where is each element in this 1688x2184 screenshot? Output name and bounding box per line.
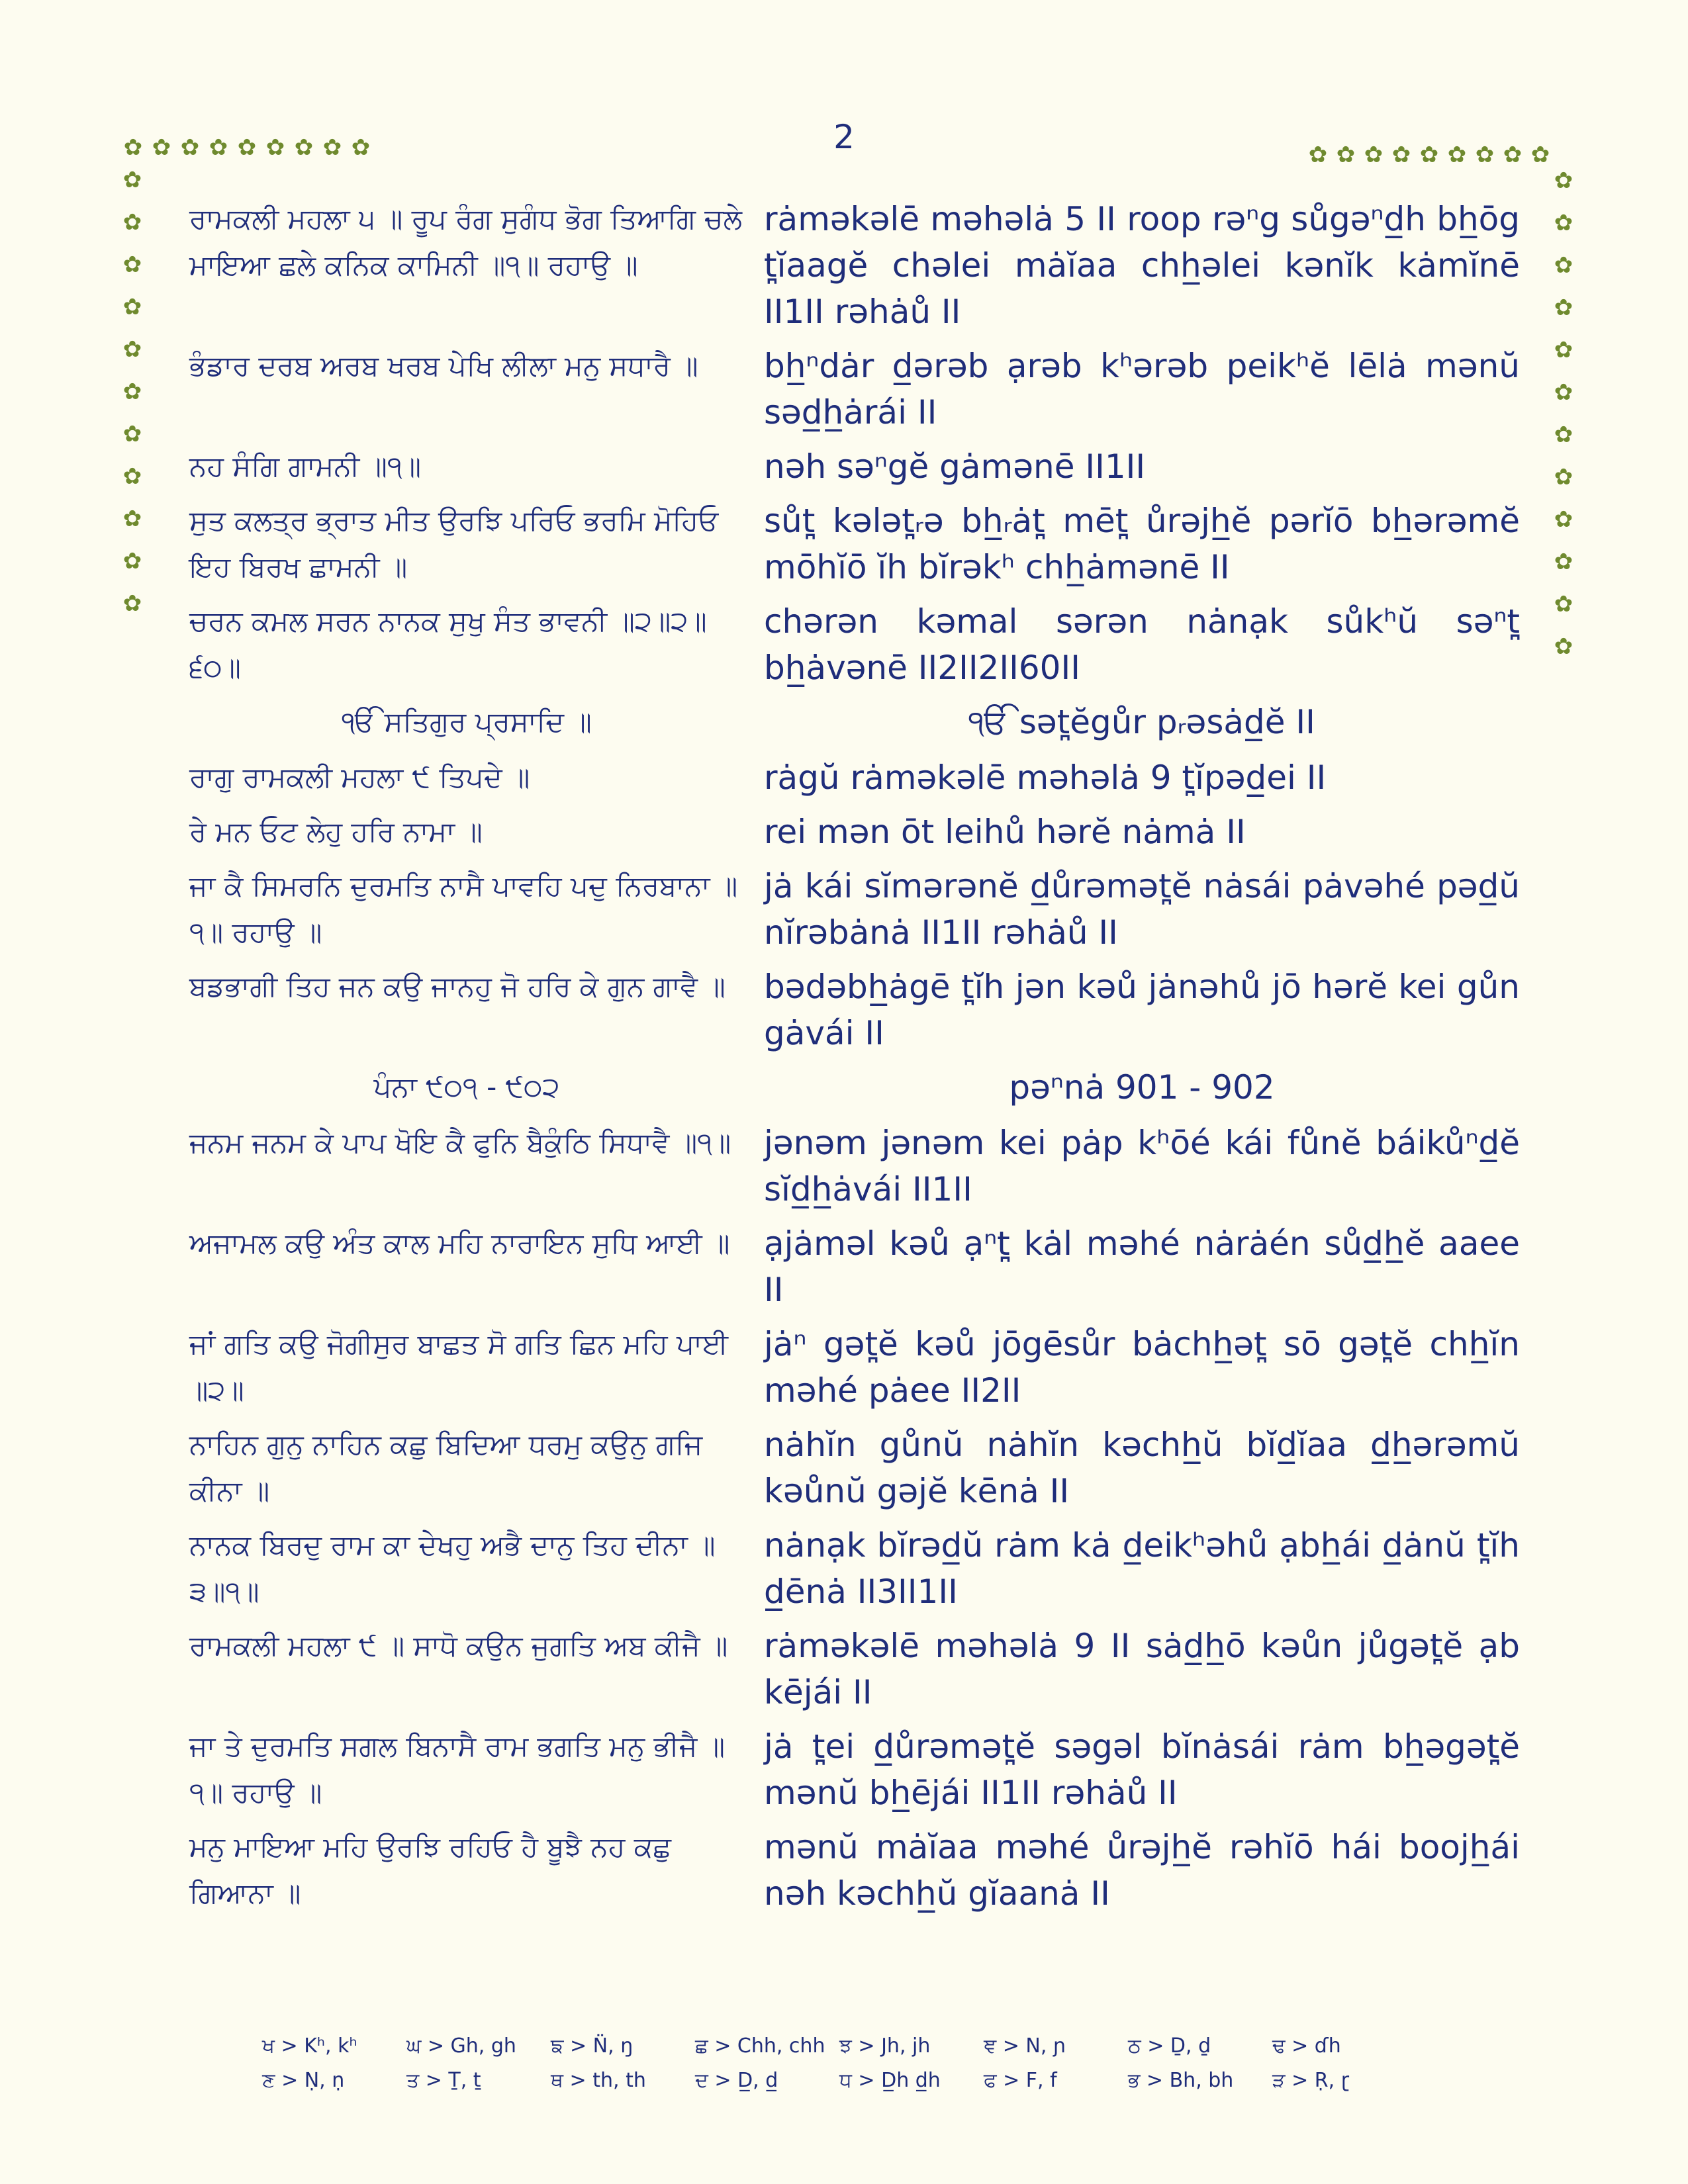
gurmukhi-text: ਜਾਂ ਗਤਿ ਕਉ ਜੋਗੀਸੁਰ ਬਾਛਤ ਸੋ ਗਤਿ ਛਿਨ ਮਹਿ ਪਾਈ ॥੨॥ — [189, 1328, 729, 1406]
legend-item: ਧ > D̲h d̲h — [839, 2069, 941, 2092]
gurmukhi-text: ਅਜਾਮਲ ਕਉ ਅੰਤ ਕਾਲ ਮਹਿ ਨਾਰਾਇਨ ਸੁਧਿ ਆਈ ॥ — [189, 1227, 730, 1259]
flower-ornament-icon: ✿ — [1554, 633, 1573, 660]
flower-ornament-icon: ✿ — [122, 379, 142, 405]
transliteration-text: bədəbh̲ȧgē t̪ĭh jən kəů jȧnəhů jō hərĕ kei gůn gȧvái II — [764, 968, 1520, 1052]
verse-row — [189, 1422, 1520, 1514]
verse-row — [189, 196, 1520, 335]
legend-item: ਞ > N, ɲ — [984, 2034, 1066, 2058]
flower-ornament-icon: ✿ — [1554, 422, 1573, 448]
gurmukhi-text: ਰੇ ਮਨ ਓਟ ਲੇਹੁ ਹਰਿ ਨਾਮਾ ॥ — [189, 815, 483, 848]
flower-ornament-icon: ✿ — [265, 134, 285, 161]
legend-item: ੜ > Ṛ, ɽ — [1272, 2069, 1350, 2092]
flower-ornament-icon: ✿ — [1554, 506, 1573, 533]
flower-ornament-icon: ✿ — [1554, 252, 1573, 279]
legend-row — [262, 2069, 1454, 2103]
verse-row — [189, 863, 1520, 956]
gurmukhi-text: ੴ ਸਤਿਗੁਰ ਪ੍ਰਸਾਦਿ ॥ — [342, 705, 592, 738]
transliteration-text: nȧnạk bĭrəd̲ŭ rȧm kȧ d̲eikʰəhů ạbh̲ái d̲ȧnŭ t̪ĭh d̲ēnȧ II3II1II — [764, 1526, 1520, 1611]
flower-ornament-icon: ✿ — [1554, 464, 1573, 490]
transliteration-text: mənŭ mȧĭaa məhé ůrəjh̲ĕ rəhĭō hái boojh̲ái nəh kəchh̲ŭ gĭaanȧ II — [764, 1828, 1520, 1913]
legend-item: ਙ > N̈, ŋ — [551, 2034, 633, 2058]
flower-ornament-icon: ✿ — [180, 134, 200, 161]
flower-ornament-icon: ✿ — [209, 134, 228, 161]
flower-ornament-icon: ✿ — [1530, 142, 1550, 168]
verse-row — [189, 809, 1520, 855]
flower-ornament-icon: ✿ — [1554, 549, 1573, 575]
legend-item: ਝ > Jh, jh — [839, 2034, 931, 2058]
verse-row — [189, 443, 1520, 490]
flower-ornament-icon: ✿ — [122, 167, 142, 193]
flower-ornament-icon: ✿ — [122, 548, 142, 574]
transliteration-text: jənəm jənəm kei pȧp kʰōé kái fůnĕ báikůⁿd̲ĕ sĭd̲h̲ȧvái II1II — [764, 1124, 1520, 1208]
verse-row — [189, 1623, 1520, 1715]
flower-ornament-icon: ✿ — [122, 506, 142, 532]
gurmukhi-text: ਸੁਤ ਕਲਤ੍ਰ ਭ੍ਰਾਤ ਮੀਤ ਉਰਝਿ ਪਰਿਓ ਭਰਮਿ ਮੋਹਿਓ ਇਹ ਬਿਰਖ ਛਾਮਨੀ ॥ — [189, 504, 719, 583]
transliteration-text: nəh səⁿgĕ gȧmənē II1II — [764, 447, 1146, 486]
flower-ornament-icon: ✿ — [122, 336, 142, 363]
gurmukhi-text: ਚਰਨ ਕਮਲ ਸਰਨ ਨਾਨਕ ਸੁਖੁ ਸੰਤ ਭਾਵਨੀ ॥੨॥੨॥੬੦॥ — [189, 605, 707, 684]
flower-ornament-icon: ✿ — [122, 463, 142, 490]
flower-ornament-icon: ✿ — [294, 134, 314, 161]
transliteration-text: rȧməkəlē məhəlȧ 9 II sȧd̲h̲ō kəůn jůgət̪ĕ ạb kējái II — [764, 1627, 1520, 1711]
transliteration-text: sůt̪ kələt̪ᵣə bh̲ᵣȧt̪ mēt̪ ůrəjh̲ĕ pərĭō bh̲ərəmĕ mōhĭō ĭh bĭrəkʰ chh̲ȧmənē II — [764, 502, 1520, 586]
legend-item: ਢ > ɗh — [1272, 2034, 1341, 2058]
verse-row — [189, 1120, 1520, 1212]
verse-row — [189, 1220, 1520, 1313]
scripture-text — [189, 196, 1520, 1925]
flower-ornament-icon: ✿ — [1554, 337, 1573, 363]
verse-row — [189, 343, 1520, 435]
legend-item: ਠ > Ḏ, ḏ — [1128, 2034, 1211, 2058]
flower-ornament-icon: ✿ — [1419, 142, 1439, 168]
verse-row — [189, 498, 1520, 590]
flower-ornament-icon: ✿ — [1503, 142, 1523, 168]
transliteration-text: rei mən ōt leihů hərĕ nȧmȧ II — [764, 813, 1246, 851]
flower-ornament-icon: ✿ — [351, 134, 371, 161]
transliteration-text: chərən kəmal sərən nȧnạk sůkʰŭ səⁿt̪ bh̲ȧvənē II2II2II60II — [764, 602, 1520, 687]
legend-row — [262, 2034, 1454, 2069]
verse-row — [189, 598, 1520, 691]
flower-ornament-icon: ✿ — [1364, 142, 1383, 168]
gurmukhi-text: ਰਾਮਕਲੀ ਮਹਲਾ ੫ ॥ ਰੂਪ ਰੰਗ ਸੁਗੰਧ ਭੋਗ ਤਿਆਗਿ ਚਲੇ ਮਾਇਆ ਛਲੇ ਕਨਿਕ ਕਾਮਿਨੀ ॥੧॥ ਰਹਾਉ ॥ — [189, 203, 742, 281]
heading-row — [189, 699, 1520, 745]
flower-ornament-icon: ✿ — [1554, 295, 1573, 321]
legend-item: ਥ > th, th — [551, 2069, 646, 2092]
flower-ornament-icon: ✿ — [1475, 142, 1495, 168]
gurmukhi-text: ਰਾਗੁ ਰਾਮਕਲੀ ਮਹਲਾ ੯ ਤਿਪਦੇ ॥ — [189, 761, 530, 794]
verse-row — [189, 1321, 1520, 1414]
flower-ornament-icon: ✿ — [122, 294, 142, 320]
transliteration-text: nȧhĭn gůnŭ nȧhĭn kəchh̲ŭ bĭd̲ĭaa d̲h̲ərəmŭ kəůnŭ gəjĕ kēnȧ II — [764, 1426, 1520, 1510]
legend-item: ਭ > Bh, bh — [1128, 2069, 1234, 2092]
verse-row — [189, 754, 1520, 801]
flower-ornament-icon: ✿ — [1308, 142, 1328, 168]
flower-ornament-icon: ✿ — [1554, 591, 1573, 617]
verse-row — [189, 964, 1520, 1056]
gurmukhi-text: ਜਾ ਕੈ ਸਿਮਰਨਿ ਦੁਰਮਤਿ ਨਾਸੈ ਪਾਵਹਿ ਪਦੁ ਨਿਰਬਾਨਾ ॥੧॥ ਰਹਾਉ ॥ — [189, 870, 738, 948]
gurmukhi-text: ਮਨੁ ਮਾਇਆ ਮਹਿ ਉਰਝਿ ਰਹਿਓ ਹੈ ਬੂਝੈ ਨਹ ਕਛੁ ਗਿਆਨਾ ॥ — [189, 1831, 671, 1909]
verse-row — [189, 1723, 1520, 1816]
gurmukhi-text: ਨਾਨਕ ਬਿਰਦੁ ਰਾਮ ਕਾ ਦੇਖਹੁ ਅਭੈ ਦਾਨੁ ਤਿਹ ਦੀਨਾ ॥੩॥੧॥ — [189, 1529, 716, 1608]
gurmukhi-text: ਨਹ ਸੰਗਿ ਗਾਮਨੀ ॥੧॥ — [189, 450, 422, 482]
legend-item: ਘ > Gh, gh — [406, 2034, 516, 2058]
transliteration-text: rȧməkəlē məhəlȧ 5 II roop rəⁿg sůgəⁿd̲h bh̲ōg t̪ĭaagĕ chəlei mȧĭaa chh̲əlei kənĭk kȧmĭnē II1II rəhȧů II — [764, 200, 1520, 331]
gurmukhi-text: ਬਡਭਾਗੀ ਤਿਹ ਜਨ ਕਉ ਜਾਨਹੁ ਜੋ ਹਰਿ ਕੇ ਗੁਨ ਗਾਵੈ ॥ — [189, 970, 726, 1003]
gurmukhi-text: ਜਨਮ ਜਨਮ ਕੇ ਪਾਪ ਖੋਇ ਕੈ ਫੁਨਿ ਬੈਕੁੰਠਿ ਸਿਧਾਵੈ ॥੧॥ — [189, 1126, 731, 1159]
legend-item: ਛ > Chh, chh — [695, 2034, 825, 2058]
flower-ornament-icon: ✿ — [122, 590, 142, 617]
flower-ornament-icon: ✿ — [123, 134, 143, 161]
transliteration-text: ੴ sət̪ĕgůr pᵣəsȧd̲ĕ II — [968, 703, 1315, 741]
transliteration-text: bh̲ⁿdȧr d̲ərəb ạrəb kʰərəb peikʰĕ lēlȧ mənŭ səd̲h̲ȧrái II — [764, 347, 1520, 432]
flower-ornament-icon: ✿ — [1554, 167, 1573, 194]
legend-item: ਤ > Ṯ, ṯ — [406, 2069, 481, 2092]
flower-ornament-icon: ✿ — [122, 209, 142, 236]
verse-row — [189, 1824, 1520, 1917]
transliteration-text: rȧgŭ rȧməkəlē məhəlȧ 9 t̪ĭpəd̲ei II — [764, 758, 1327, 797]
verse-row — [189, 1522, 1520, 1615]
gurmukhi-text: ਭੰਡਾਰ ਦਰਬ ਅਰਬ ਖਰਬ ਪੇਖਿ ਲੀਲਾ ਮਨੁ ਸਧਾਰੈ ॥ — [189, 349, 698, 382]
transliteration-text: jȧ t̪ei d̲ůrəmət̪ĕ səgəl bĭnȧsái rȧm bh̲əgət̪ĕ mənŭ bh̲ējái II1II rəhȧů II — [764, 1727, 1520, 1812]
flower-ornament-icon: ✿ — [1391, 142, 1411, 168]
gurmukhi-text: ਪੰਨਾ ੯੦੧ - ੯੦੨ — [373, 1071, 560, 1103]
flower-ornament-icon: ✿ — [237, 134, 257, 161]
legend-item: ਣ > Ṇ, ṇ — [262, 2069, 345, 2092]
legend-item: ਖ > Kʰ, kʰ — [262, 2034, 357, 2058]
gurmukhi-text: ਨਾਹਿਨ ਗੁਨੁ ਨਾਹਿਨ ਕਛੁ ਬਿਦਿਆ ਧਰਮੁ ਕਉਨੁ ਗਜਿ ਕੀਨਾ ॥ — [189, 1428, 703, 1507]
flower-ornament-icon: ✿ — [1447, 142, 1467, 168]
transliteration-text: jȧⁿ gət̪ĕ kəů jōgēsůr bȧchh̲ət̪ sō gət̪ĕ chh̲ĭn məhé pȧee II2II — [764, 1325, 1520, 1410]
flower-ornament-icon: ✿ — [1554, 210, 1573, 236]
heading-row — [189, 1064, 1520, 1111]
transliteration-text: ạjȧməl kəů ạⁿt̪ kȧl məhé nȧrȧén sůd̲h̲ĕ aaee II — [764, 1224, 1520, 1309]
transliteration-text: pəⁿnȧ 901 - 902 — [1009, 1068, 1275, 1107]
flower-ornament-icon: ✿ — [1336, 142, 1356, 168]
legend-item: ਦ > D̲, d̲ — [695, 2069, 778, 2092]
gurmukhi-text: ਜਾ ਤੇ ਦੁਰਮਤਿ ਸਗਲ ਬਿਨਾਸੈ ਰਾਮ ਭਗਤਿ ਮਨੁ ਭੀਜੈ ॥੧॥ ਰਹਾਉ ॥ — [189, 1730, 725, 1809]
legend-item: ਫ > F, f — [984, 2069, 1057, 2092]
gurmukhi-text: ਰਾਮਕਲੀ ਮਹਲਾ ੯ ॥ ਸਾਧੋ ਕਉਨ ਜੁਗਤਿ ਅਬ ਕੀਜੈ ॥ — [189, 1629, 728, 1662]
transliteration-legend — [262, 2034, 1454, 2103]
flower-ornament-icon: ✿ — [122, 421, 142, 447]
flower-ornament-icon: ✿ — [322, 134, 342, 161]
flower-ornament-icon: ✿ — [1554, 379, 1573, 406]
flower-ornament-icon: ✿ — [122, 251, 142, 278]
transliteration-text: jȧ kái sĭmərənĕ d̲ůrəmət̪ĕ nȧsái pȧvəhé pəd̲ŭ nĭrəbȧnȧ II1II rəhȧů II — [764, 867, 1520, 952]
flower-ornament-icon: ✿ — [152, 134, 171, 161]
page-number: 2 — [833, 118, 855, 156]
